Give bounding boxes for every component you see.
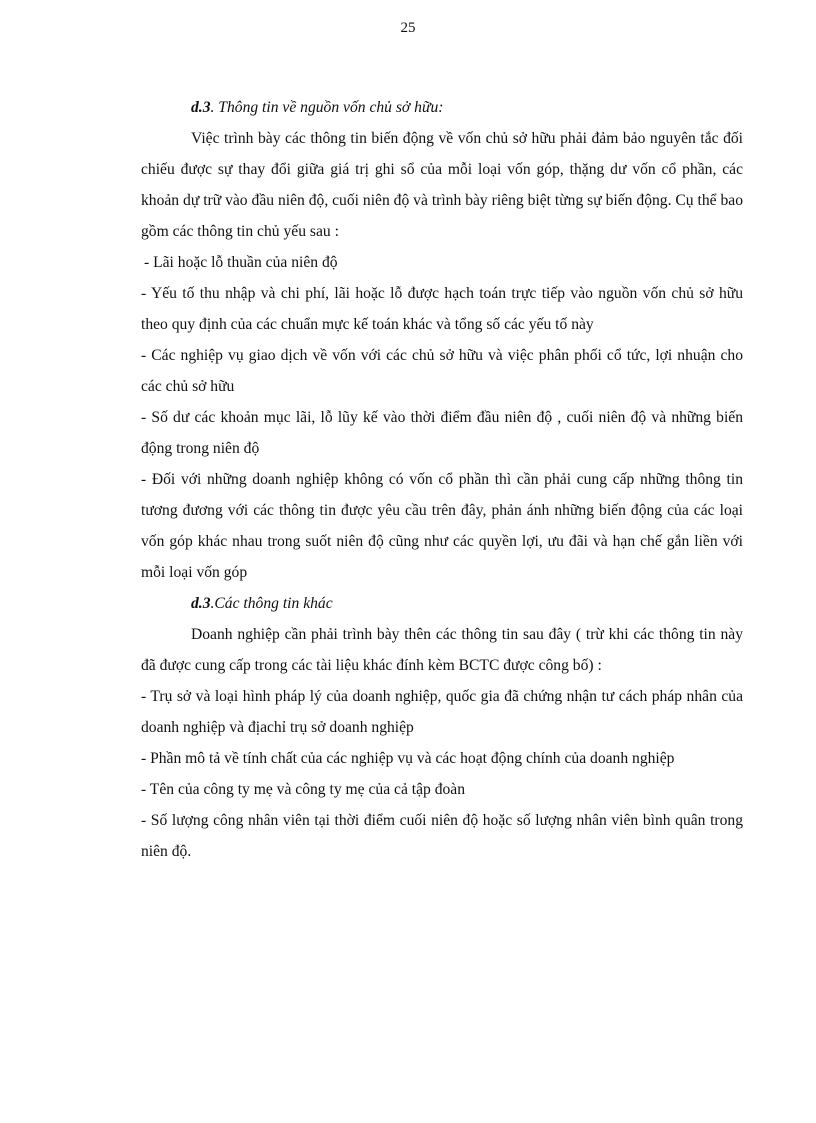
section-number: d.3 (191, 99, 211, 116)
list-item: - Phần mô tả về tính chất của các nghiệp vụ và các hoạt động chính của doanh nghiệp (141, 750, 675, 767)
page-number: 25 (400, 20, 416, 36)
section-heading-other-info (141, 588, 743, 619)
list-item: - Đối với những doanh nghiệp không có vốn cổ phần thì cần phải cung cấp những thông tin tương đương với các thông tin được yêu cầu trên đây, phản ánh những biến động của các loại vốn góp khác nhau trong suốt niên độ cũng như các quyền lợi, ưu đãi và hạn chế gắn liền với mỗi loại vốn góp (141, 471, 743, 581)
section-title: . Thông tin về nguồn vốn chủ sở hữu: (210, 99, 444, 116)
section-title: .Các thông tin khác (210, 595, 333, 612)
section-intro-paragraph: Việc trình bày các thông tin biến động về vốn chủ sở hữu phải đảm bảo nguyên tắc đối chiếu được sự thay đổi giữa giá trị ghi sổ của mỗi loại vốn góp, thặng dư vốn cổ phần, các khoản dự trữ vào đầu niên độ, cuối niên độ và trình bày riêng biệt từng sự biến động. Cụ thể bao gồm các thông tin chủ yếu sau : (141, 130, 743, 240)
list-item: - Tên của công ty mẹ và công ty mẹ của cả tập đoàn (141, 781, 466, 798)
section-heading-equity (141, 92, 743, 123)
section-number: d.3 (191, 595, 211, 612)
list-item: - Yếu tố thu nhập và chi phí, lãi hoặc lỗ được hạch toán trực tiếp vào nguồn vốn chủ sở hữu theo quy định của các chuẩn mực kế toán khác và tổng số các yếu tố này (141, 285, 743, 333)
list-item: - Trụ sở và loại hình pháp lý của doanh nghiệp, quốc gia đã chứng nhận tư cách pháp nhân của doanh nghiệp và địachỉ trụ sở doanh nghiệp (141, 688, 743, 736)
list-item: - Lãi hoặc lỗ thuần của niên độ (144, 254, 338, 271)
list-item: - Các nghiệp vụ giao dịch về vốn với các chủ sở hữu và việc phân phối cổ tức, lợi nhuận cho các chủ sở hữu (141, 347, 743, 395)
page-content (141, 92, 743, 867)
list-item: - Số lượng công nhân viên tại thời điểm cuối niên độ hoặc số lượng nhân viên bình quân trong niên độ. (141, 812, 743, 860)
list-item: - Số dư các khoản mục lãi, lỗ lũy kế vào thời điểm đầu niên độ , cuối niên độ và những biến động trong niên độ (141, 409, 743, 457)
section-intro-paragraph: Doanh nghiệp cần phải trình bày thên các thông tin sau đây ( trừ khi các thông tin này đã được cung cấp trong các tài liệu khác đính kèm BCTC được công bố) : (141, 626, 743, 674)
